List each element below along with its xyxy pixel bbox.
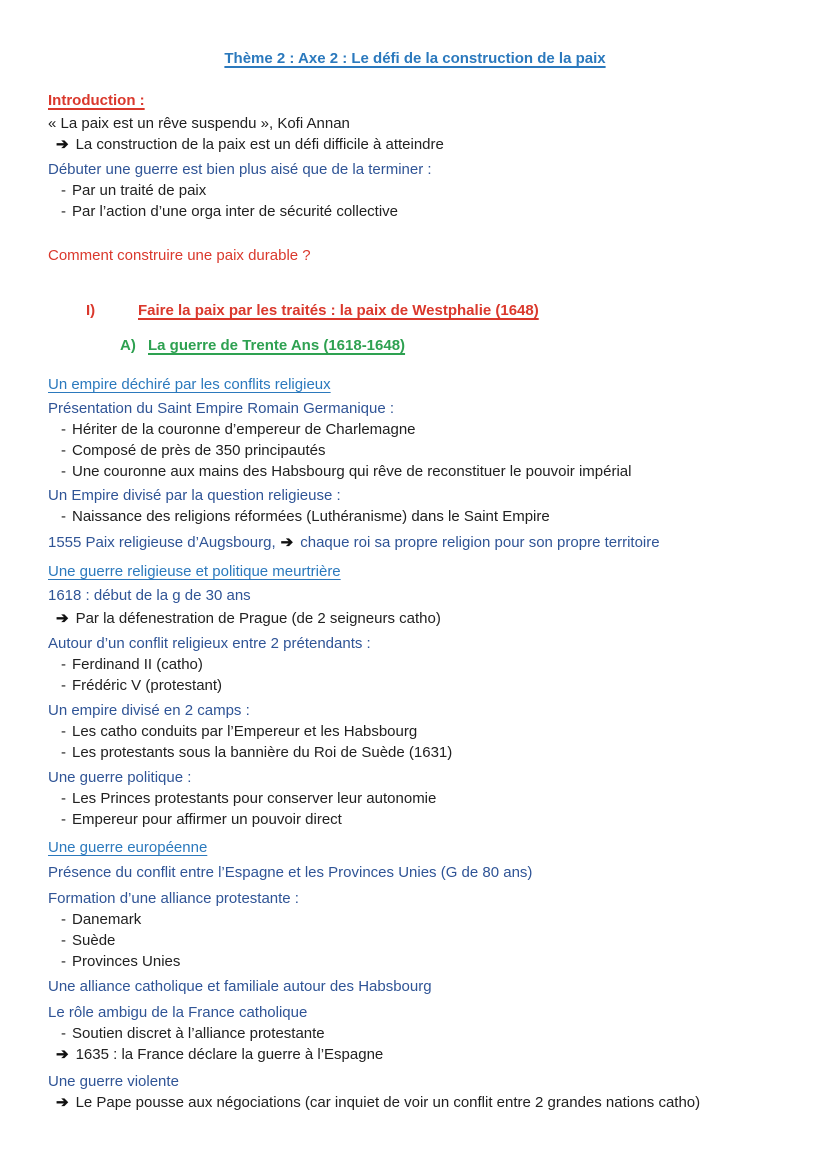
problem-question: Comment construire une paix durable ? xyxy=(48,247,311,264)
arrow-note-text: Par la défenestration de Prague (de 2 seigneurs catho) xyxy=(75,610,441,627)
bullet-text: Par un traité de paix xyxy=(72,182,207,199)
arrow-note xyxy=(56,134,782,155)
paragraph-heading: Autour d’un conflit religieux entre 2 prétendants : xyxy=(48,635,371,652)
augsbourg-post-text: chaque roi sa propre religion pour son propre territoire xyxy=(300,534,660,551)
arrow-icon: ➔ xyxy=(56,610,69,627)
bullet-dash: - xyxy=(61,442,66,459)
bullet-text: Les protestants sous la bannière du Roi de Suède (1631) xyxy=(72,744,453,761)
bullet-item xyxy=(61,675,782,696)
arrow-note xyxy=(56,1092,782,1113)
bullet-text: Hériter de la couronne d’empereur de Charlemagne xyxy=(72,421,416,438)
paragraph-heading: Présentation du Saint Empire Romain Germanique : xyxy=(48,400,395,417)
bullet-dash: - xyxy=(61,182,66,199)
bullet-item xyxy=(61,461,782,482)
bullet-dash: - xyxy=(61,723,66,740)
bullet-text: Soutien discret à l’alliance protestante xyxy=(72,1025,325,1042)
bullet-text: Frédéric V (protestant) xyxy=(72,677,223,694)
paragraph-heading: Présence du conflit entre l’Espagne et les Provinces Unies (G de 80 ans) xyxy=(48,864,533,881)
arrow-icon: ➔ xyxy=(56,136,69,153)
subheading-underlined: Une guerre européenne xyxy=(48,839,208,856)
quote-text: « La paix est un rêve suspendu », Kofi Annan xyxy=(48,115,350,132)
paragraph-heading: Une guerre politique : xyxy=(48,769,192,786)
bullet-item xyxy=(61,419,782,440)
subsection-heading-a xyxy=(120,335,782,356)
subsection-letter: A) xyxy=(120,337,136,354)
arrow-icon: ➔ xyxy=(56,1094,69,1111)
paragraph-heading: Un Empire divisé par la question religieuse : xyxy=(48,487,341,504)
bullet-text: Danemark xyxy=(72,911,142,928)
bullet-text: Les catho conduits par l’Empereur et les Habsbourg xyxy=(72,723,418,740)
paragraph-heading: Formation d’une alliance protestante : xyxy=(48,890,299,907)
bullet-text: Suède xyxy=(72,932,116,949)
arrow-note xyxy=(56,1044,782,1065)
bullet-dash: - xyxy=(61,1025,66,1042)
bullet-item xyxy=(61,654,782,675)
section-heading-1 xyxy=(86,300,782,321)
bullet-item xyxy=(61,506,782,527)
bullet-dash: - xyxy=(61,811,66,828)
bullet-item xyxy=(61,742,782,763)
document-title: Thème 2 : Axe 2 : Le défi de la construction de la paix xyxy=(224,50,606,67)
bullet-text: Les Princes protestants pour conserver leur autonomie xyxy=(72,790,437,807)
bullet-item xyxy=(61,440,782,461)
bullet-dash: - xyxy=(61,953,66,970)
bullet-text: Empereur pour affirmer un pouvoir direct xyxy=(72,811,342,828)
bullet-item xyxy=(61,201,782,222)
bullet-dash: - xyxy=(61,463,66,480)
bullet-item xyxy=(61,809,782,830)
bullet-item xyxy=(61,930,782,951)
bullet-dash: - xyxy=(61,932,66,949)
bullet-dash: - xyxy=(61,203,66,220)
bullet-dash: - xyxy=(61,790,66,807)
paragraph-heading: Une guerre violente xyxy=(48,1073,179,1090)
bullet-item xyxy=(61,1023,782,1044)
bullet-dash: - xyxy=(61,508,66,525)
bullet-text: Provinces Unies xyxy=(72,953,181,970)
subheading-underlined: Un empire déchiré par les conflits religieux xyxy=(48,376,331,393)
bullet-item xyxy=(61,180,782,201)
augsbourg-pre-text: 1555 Paix religieuse d’Augsbourg, xyxy=(48,534,276,551)
bullet-text: Naissance des religions réformées (Luthéranisme) dans le Saint Empire xyxy=(72,508,550,525)
arrow-note xyxy=(56,608,782,629)
bullet-item xyxy=(61,788,782,809)
augsbourg-peace-line xyxy=(48,532,782,553)
bullet-dash: - xyxy=(61,744,66,761)
section-number: I) xyxy=(86,302,96,319)
bullet-dash: - xyxy=(61,677,66,694)
arrow-note-text: Le Pape pousse aux négociations (car inquiet de voir un conflit entre 2 grandes nations catho) xyxy=(75,1094,701,1111)
arrow-note-text: 1635 : la France déclare la guerre à l’Espagne xyxy=(75,1046,384,1063)
paragraph-heading: Débuter une guerre est bien plus aisé que de la terminer : xyxy=(48,161,432,178)
bullet-item xyxy=(61,951,782,972)
subsection-title: La guerre de Trente Ans (1618-1648) xyxy=(148,337,406,354)
paragraph-heading: Le rôle ambigu de la France catholique xyxy=(48,1004,308,1021)
bullet-item xyxy=(61,721,782,742)
paragraph-heading: Un empire divisé en 2 camps : xyxy=(48,702,250,719)
bullet-item xyxy=(61,909,782,930)
paragraph-heading: 1618 : début de la g de 30 ans xyxy=(48,587,251,604)
subheading-underlined: Une guerre religieuse et politique meurtrière xyxy=(48,563,341,580)
bullet-dash: - xyxy=(61,911,66,928)
arrow-icon: ➔ xyxy=(56,1046,69,1063)
paragraph-heading: Une alliance catholique et familiale autour des Habsbourg xyxy=(48,978,432,995)
bullet-text: Une couronne aux mains des Habsbourg qui rêve de reconstituer le pouvoir impérial xyxy=(72,463,632,480)
bullet-text: Par l’action d’une orga inter de sécurité collective xyxy=(72,203,399,220)
arrow-icon: ➔ xyxy=(280,534,294,551)
section-title: Faire la paix par les traités : la paix de Westphalie (1648) xyxy=(138,302,539,319)
bullet-text: Ferdinand II (catho) xyxy=(72,656,203,673)
bullet-text: Composé de près de 350 principautés xyxy=(72,442,326,459)
bullet-dash: - xyxy=(61,656,66,673)
introduction-heading: Introduction : xyxy=(48,92,145,109)
arrow-note-text: La construction de la paix est un défi difficile à atteindre xyxy=(75,136,444,153)
bullet-dash: - xyxy=(61,421,66,438)
